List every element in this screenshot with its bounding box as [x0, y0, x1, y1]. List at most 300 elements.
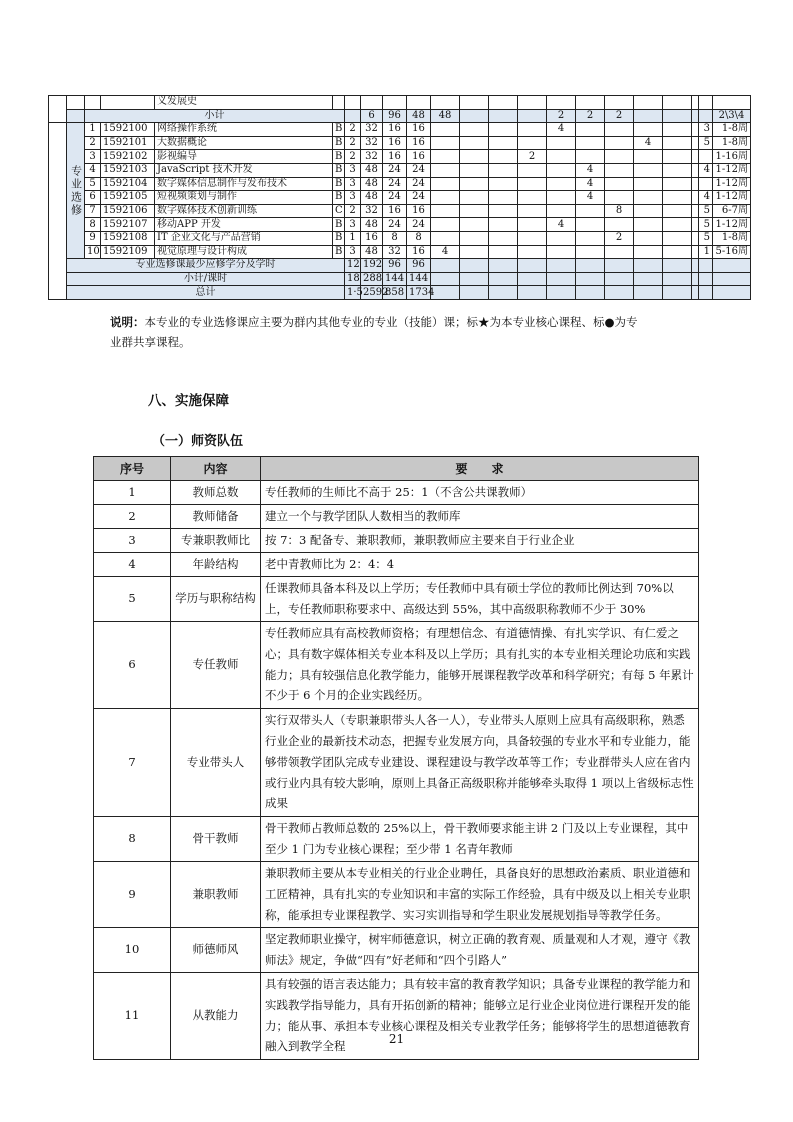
weekly-hours-cell — [692, 136, 699, 150]
weekly-hours-cell: 2 — [518, 150, 547, 164]
total-credits: 18 — [345, 272, 361, 286]
course-theory-hours: 24 — [383, 218, 407, 232]
total-hours: 192 — [361, 259, 383, 273]
course-row — [49, 150, 751, 164]
weekly-hours-cell — [489, 136, 518, 150]
empty-cell — [431, 286, 460, 300]
course-name: 视觉原理与设计构成 — [155, 245, 333, 259]
course-type: B — [333, 136, 345, 150]
total-practice: 96 — [407, 259, 431, 273]
weekly-hours-cell — [547, 231, 576, 245]
weekly-hours-cell — [547, 163, 576, 177]
course-no: 3 — [85, 150, 101, 164]
course-code: 1592102 — [101, 150, 155, 164]
empty-cell — [692, 259, 699, 273]
course-name: 义发展史 — [155, 96, 333, 110]
empty-cell — [699, 259, 713, 273]
course-hours: 32 — [361, 150, 383, 164]
empty-cell — [605, 272, 634, 286]
empty-cell — [460, 259, 489, 273]
total-row — [49, 286, 751, 300]
empty-cell — [663, 286, 692, 300]
weekly-hours-cell — [431, 136, 460, 150]
weekly-hours-cell — [431, 163, 460, 177]
weekly-hours-cell — [634, 191, 663, 205]
course-term: 5 — [699, 204, 713, 218]
row-number: 4 — [94, 552, 171, 576]
weekly-hours-cell — [692, 204, 699, 218]
page-number: 21 — [388, 1032, 405, 1046]
table-note — [110, 312, 710, 352]
note-line2: 业群共享课程。 — [110, 335, 191, 349]
empty-cell — [460, 286, 489, 300]
weekly-hours-cell — [460, 191, 489, 205]
course-credits: 1 — [345, 231, 361, 245]
weekly-hours-cell — [576, 136, 605, 150]
course-type: B — [333, 150, 345, 164]
course-no: 7 — [85, 204, 101, 218]
staff-row — [94, 621, 699, 708]
weekly-hours-cell — [692, 177, 699, 191]
weekly-hours-cell — [663, 163, 692, 177]
weekly-hours-cell — [605, 136, 634, 150]
row-number: 11 — [94, 972, 171, 1059]
weekly-hours-cell — [489, 204, 518, 218]
course-type: B — [333, 218, 345, 232]
course-row — [49, 218, 751, 232]
course-hours: 32 — [361, 123, 383, 137]
category-label: 专业选修 — [67, 123, 85, 259]
course-row — [49, 177, 751, 191]
course-weeks: 1-8周 — [713, 231, 751, 245]
weekly-hours-cell — [547, 245, 576, 259]
staff-row — [94, 528, 699, 552]
weekly-hours-cell: 4 — [431, 245, 460, 259]
course-term: 5 — [699, 218, 713, 232]
empty-cell — [576, 286, 605, 300]
empty-cell — [547, 272, 576, 286]
row-requirement: 专任教师应具有高校教师资格；有理想信念、有道德情操、有扎实学识、有仁爱之心；具有数字媒体相关专业本科及以上学历；具有扎实的本专业相关理论功底和实践能力；具有较强信息化教学能力，能够开展课程教学改革和科学研究；有每 5 年累计不少于 6 个月的企业实践经历。 — [261, 621, 699, 708]
course-theory-hours: 16 — [383, 123, 407, 137]
course-term: 5 — [699, 231, 713, 245]
total-credits: 12 — [345, 259, 361, 273]
weekly-hours-cell — [663, 150, 692, 164]
weekly-hours-cell — [605, 245, 634, 259]
empty-cell — [699, 286, 713, 300]
row-item: 学历与职称结构 — [171, 576, 261, 621]
total-credits: 1·5 — [345, 286, 361, 300]
empty-cell — [518, 259, 547, 273]
weekly-hours-cell — [431, 218, 460, 232]
outer-group-cell — [49, 123, 67, 300]
total-row-label: 总计 — [67, 286, 345, 300]
course-code: 1592100 — [101, 123, 155, 137]
row-requirement: 骨干教师占教师总数的 25%以上，骨干教师要求能主讲 2 门及以上专业课程，其中至少 1 门为专业核心课程；至少带 1 名青年教师 — [261, 816, 699, 861]
note-prefix: 说明： — [110, 315, 145, 329]
empty-cell — [431, 272, 460, 286]
row-item: 教师总数 — [171, 481, 261, 505]
course-code: 1592104 — [101, 177, 155, 191]
empty-cell — [489, 259, 518, 273]
empty-cell — [663, 259, 692, 273]
weekly-hours-cell — [692, 191, 699, 205]
weekly-hours-cell: 4 — [547, 218, 576, 232]
course-credits: 3 — [345, 191, 361, 205]
course-hours: 48 — [361, 245, 383, 259]
weekly-hours-cell — [663, 177, 692, 191]
staff-table — [93, 456, 699, 1060]
row-item: 从教能力 — [171, 972, 261, 1059]
course-practice-hours: 16 — [407, 123, 431, 137]
course-type: B — [333, 163, 345, 177]
course-name: 网络操作系统 — [155, 123, 333, 137]
course-code: 1592109 — [101, 245, 155, 259]
weekly-hours-cell — [576, 218, 605, 232]
course-term: 4 — [699, 191, 713, 205]
row-number: 10 — [94, 927, 171, 972]
weekly-hours-cell — [605, 177, 634, 191]
course-name: 移动APP 开发 — [155, 218, 333, 232]
course-credits: 3 — [345, 218, 361, 232]
header-req: 要 求 — [261, 457, 699, 481]
course-no: 2 — [85, 136, 101, 150]
course-code: 1592101 — [101, 136, 155, 150]
row-requirement: 专任教师的生师比不高于 25：1（不含公共课教师） — [261, 481, 699, 505]
row-item: 专任教师 — [171, 621, 261, 708]
total-practice: 144 — [407, 272, 431, 286]
empty-cell — [692, 286, 699, 300]
weekly-hours-cell — [489, 245, 518, 259]
weekly-hours-cell — [518, 123, 547, 137]
row-item: 骨干教师 — [171, 816, 261, 861]
section-title: 八、实施保障 — [148, 393, 229, 409]
row-requirement: 任课教师具备本科及以上学历；专任教师中具有硕士学位的教师比例达到 70%以上，专任教师职称要求中、高级达到 55%，其中高级职称教师不少于 30% — [261, 576, 699, 621]
weekly-hours-cell — [460, 231, 489, 245]
weekly-hours-cell — [489, 150, 518, 164]
course-name: 数字媒体技术创新训练 — [155, 204, 333, 218]
row-number: 7 — [94, 708, 171, 816]
course-credits: 3 — [345, 245, 361, 259]
weekly-hours-cell — [576, 231, 605, 245]
weekly-hours-cell — [431, 191, 460, 205]
empty-cell — [713, 259, 751, 273]
course-practice-hours: 16 — [407, 136, 431, 150]
staff-row — [94, 504, 699, 528]
course-no: 5 — [85, 177, 101, 191]
weekly-hours-cell: 4 — [576, 191, 605, 205]
course-name: JavaScript 技术开发 — [155, 163, 333, 177]
row-requirement: 实行双带头人（专职兼职带头人各一人），专业带头人原则上应具有高级职称，熟悉行业企业的最新技术动态，把握专业发展方向，具备较强的专业水平和专业能力，能够带领教学团队完成专业建设、课程建设与教学改革等工作；专业群带头人应在省内或行业内具有较大影响，原则上具备正高级职称并能够牵头取得 1 项以上省级标志性成果 — [261, 708, 699, 816]
course-table — [48, 95, 751, 300]
course-practice-hours: 16 — [407, 245, 431, 259]
weekly-hours-cell — [634, 245, 663, 259]
empty-cell — [634, 259, 663, 273]
course-practice-hours: 24 — [407, 163, 431, 177]
course-name: 短视频策划与制作 — [155, 191, 333, 205]
course-weeks: 1-12周 — [713, 191, 751, 205]
staff-row — [94, 708, 699, 816]
row-number: 1 — [94, 481, 171, 505]
row-item: 教师储备 — [171, 504, 261, 528]
row-item: 专业带头人 — [171, 708, 261, 816]
empty-cell — [576, 259, 605, 273]
weekly-hours-cell — [663, 136, 692, 150]
weekly-hours-cell — [634, 231, 663, 245]
course-theory-hours: 16 — [383, 150, 407, 164]
total-hours: 288 — [361, 272, 383, 286]
total-theory: 96 — [383, 259, 407, 273]
course-theory-hours: 8 — [383, 231, 407, 245]
course-theory-hours: 24 — [383, 163, 407, 177]
course-credits: 2 — [345, 150, 361, 164]
weekly-hours-cell — [605, 191, 634, 205]
weekly-hours-cell — [692, 245, 699, 259]
course-row — [49, 123, 751, 137]
weekly-hours-cell — [605, 218, 634, 232]
course-weeks: 6-7周 — [713, 204, 751, 218]
course-code: 1592106 — [101, 204, 155, 218]
row-item: 专兼职教师比 — [171, 528, 261, 552]
empty-cell — [605, 259, 634, 273]
total-hours: 2592 — [361, 286, 383, 300]
course-practice-hours: 16 — [407, 150, 431, 164]
weekly-hours-cell — [518, 163, 547, 177]
weekly-hours-cell — [663, 231, 692, 245]
weekly-hours-cell — [547, 204, 576, 218]
row-requirement: 老中青教师比为 2：4：4 — [261, 552, 699, 576]
course-term — [699, 150, 713, 164]
empty-cell — [460, 272, 489, 286]
course-theory-hours: 16 — [383, 136, 407, 150]
weekly-hours-cell — [634, 150, 663, 164]
course-weeks: 1-12周 — [713, 177, 751, 191]
course-hours: 48 — [361, 218, 383, 232]
row-item: 年龄结构 — [171, 552, 261, 576]
empty-cell — [518, 286, 547, 300]
course-hours: 32 — [361, 136, 383, 150]
row-number: 5 — [94, 576, 171, 621]
weekly-hours-cell — [518, 218, 547, 232]
weekly-hours-cell — [634, 123, 663, 137]
weekly-hours-cell — [576, 150, 605, 164]
staff-row — [94, 927, 699, 972]
weekly-hours-cell — [576, 245, 605, 259]
staff-row — [94, 972, 699, 1059]
weekly-hours-cell — [692, 218, 699, 232]
course-hours: 16 — [361, 231, 383, 245]
course-term: 4 — [699, 163, 713, 177]
empty-cell — [576, 272, 605, 286]
weekly-hours-cell — [460, 150, 489, 164]
course-credits: 2 — [345, 123, 361, 137]
empty-cell — [489, 286, 518, 300]
weekly-hours-cell: 4 — [576, 177, 605, 191]
course-term: 1 — [699, 245, 713, 259]
weekly-hours-cell — [460, 136, 489, 150]
weekly-hours-cell — [460, 163, 489, 177]
subtotal-top-row: 小计 6 96 48 48 2 2 2 2\3\4 — [49, 109, 751, 123]
weekly-hours-cell — [692, 231, 699, 245]
empty-cell — [518, 272, 547, 286]
course-row — [49, 191, 751, 205]
header-no: 序号 — [94, 457, 171, 481]
header-item: 内容 — [171, 457, 261, 481]
subsection-title: （一）师资队伍 — [152, 434, 244, 449]
empty-cell — [547, 259, 576, 273]
staff-row — [94, 552, 699, 576]
staff-row — [94, 481, 699, 505]
course-hours: 48 — [361, 177, 383, 191]
row-number: 8 — [94, 816, 171, 861]
weekly-hours-cell — [489, 123, 518, 137]
row-item: 师德师风 — [171, 927, 261, 972]
empty-cell — [713, 286, 751, 300]
empty-cell — [634, 286, 663, 300]
staff-row — [94, 576, 699, 621]
course-theory-hours: 24 — [383, 177, 407, 191]
weekly-hours-cell — [518, 245, 547, 259]
weekly-hours-cell: 4 — [576, 163, 605, 177]
row-requirement: 坚定教师职业操守，树牢师德意识，树立正确的教育观、质量观和人才观，遵守《教师法》规定，争做“四有”好老师和“四个引路人” — [261, 927, 699, 972]
weekly-hours-cell — [547, 191, 576, 205]
course-no: 10 — [85, 245, 101, 259]
weekly-hours-cell — [576, 123, 605, 137]
course-name: IT 企业文化与产品营销 — [155, 231, 333, 245]
course-code: 1592108 — [101, 231, 155, 245]
course-no: 9 — [85, 231, 101, 245]
weekly-hours-cell — [489, 191, 518, 205]
course-practice-hours: 24 — [407, 177, 431, 191]
course-row — [49, 231, 751, 245]
weekly-hours-cell — [489, 177, 518, 191]
weekly-hours-cell — [663, 204, 692, 218]
course-practice-hours: 8 — [407, 231, 431, 245]
subtotal-label: 小计 — [85, 109, 345, 123]
weekly-hours-cell — [692, 163, 699, 177]
weekly-hours-cell — [634, 177, 663, 191]
course-weeks: 1-8周 — [713, 123, 751, 137]
empty-cell — [699, 272, 713, 286]
weekly-hours-cell: 2 — [605, 231, 634, 245]
weekly-hours-cell — [663, 123, 692, 137]
weekly-hours-cell — [460, 123, 489, 137]
row-item: 兼职教师 — [171, 861, 261, 927]
course-no: 8 — [85, 218, 101, 232]
staff-row — [94, 816, 699, 861]
weekly-hours-cell — [518, 204, 547, 218]
row-number: 3 — [94, 528, 171, 552]
weekly-hours-cell — [431, 177, 460, 191]
weekly-hours-cell — [431, 204, 460, 218]
weekly-hours-cell — [547, 136, 576, 150]
course-weeks: 1-8周 — [713, 136, 751, 150]
weekly-hours-cell — [663, 191, 692, 205]
total-theory: 858 — [383, 286, 407, 300]
total-theory: 144 — [383, 272, 407, 286]
weekly-hours-cell — [431, 231, 460, 245]
weekly-hours-cell — [547, 177, 576, 191]
weekly-hours-cell — [460, 245, 489, 259]
course-row — [49, 245, 751, 259]
weekly-hours-cell — [518, 231, 547, 245]
course-row — [49, 163, 751, 177]
empty-cell — [663, 272, 692, 286]
course-hours: 48 — [361, 191, 383, 205]
course-term: 3 — [699, 123, 713, 137]
course-term — [699, 177, 713, 191]
course-code: 1592103 — [101, 163, 155, 177]
empty-cell — [692, 272, 699, 286]
partial-course-row — [49, 96, 751, 110]
subtotal-hours-row-label: 小计/课时 — [67, 272, 345, 286]
staff-table-header — [94, 457, 699, 481]
course-type: B — [333, 177, 345, 191]
course-name: 数字媒体信息制作与发布技术 — [155, 177, 333, 191]
empty-cell — [489, 272, 518, 286]
course-type: B — [333, 123, 345, 137]
course-credits: 2 — [345, 204, 361, 218]
weekly-hours-cell — [663, 245, 692, 259]
course-type: B — [333, 231, 345, 245]
row-requirement: 建立一个与教学团队人数相当的教师库 — [261, 504, 699, 528]
note-line1: 本专业的专业选修课应主要为群内其他专业的专业（技能）课；标★为本专业核心课程、标●为专 — [144, 315, 638, 329]
weekly-hours-cell — [489, 218, 518, 232]
empty-cell — [431, 259, 460, 273]
course-credits: 2 — [345, 136, 361, 150]
weekly-hours-cell — [547, 150, 576, 164]
empty-cell — [634, 272, 663, 286]
weekly-hours-cell — [605, 150, 634, 164]
weekly-hours-cell — [576, 204, 605, 218]
course-type: C — [333, 204, 345, 218]
weekly-hours-cell: 4 — [634, 136, 663, 150]
course-type: B — [333, 191, 345, 205]
course-row — [49, 136, 751, 150]
weekly-hours-cell — [489, 163, 518, 177]
course-term: 5 — [699, 136, 713, 150]
row-number: 6 — [94, 621, 171, 708]
empty-cell — [547, 286, 576, 300]
course-name: 大数据概论 — [155, 136, 333, 150]
course-theory-hours: 24 — [383, 191, 407, 205]
course-weeks: 5-16周 — [713, 245, 751, 259]
row-number: 9 — [94, 861, 171, 927]
weekly-hours-cell — [489, 231, 518, 245]
row-requirement: 兼职教师主要从本专业相关的行业企业聘任，具备良好的思想政治素质、职业道德和工匠精神，具有扎实的专业知识和丰富的实际工作经验，具有中级及以上相关专业职称，能承担专业课程教学、实习实训指导和学生职业发展规划指导等教学任务。 — [261, 861, 699, 927]
weekly-hours-cell — [460, 218, 489, 232]
course-hours: 32 — [361, 204, 383, 218]
weekly-hours-cell: 8 — [605, 204, 634, 218]
empty-cell — [605, 286, 634, 300]
row-number: 2 — [94, 504, 171, 528]
course-weeks: 1-16周 — [713, 150, 751, 164]
weekly-hours-cell — [605, 163, 634, 177]
min-credits-row — [49, 259, 751, 273]
course-theory-hours: 32 — [383, 245, 407, 259]
course-name: 影视编导 — [155, 150, 333, 164]
row-requirement: 具有较强的语言表达能力；具有较丰富的教育教学知识；具备专业课程的教学能力和实践教学指导能力，具有开拓创新的精神；能够立足行业企业岗位进行课程开发的能力；能从事、承担本专业核心课程及相关专业教学任务；能够将学生的思想道德教育融入到教学全程 — [261, 972, 699, 1059]
course-practice-hours: 16 — [407, 204, 431, 218]
weekly-hours-cell — [634, 218, 663, 232]
course-practice-hours: 24 — [407, 218, 431, 232]
total-practice: 1734 — [407, 286, 431, 300]
course-no: 6 — [85, 191, 101, 205]
course-practice-hours: 24 — [407, 191, 431, 205]
course-credits: 3 — [345, 177, 361, 191]
course-type: B — [333, 245, 345, 259]
weekly-hours-cell — [634, 163, 663, 177]
weekly-hours-cell — [692, 150, 699, 164]
